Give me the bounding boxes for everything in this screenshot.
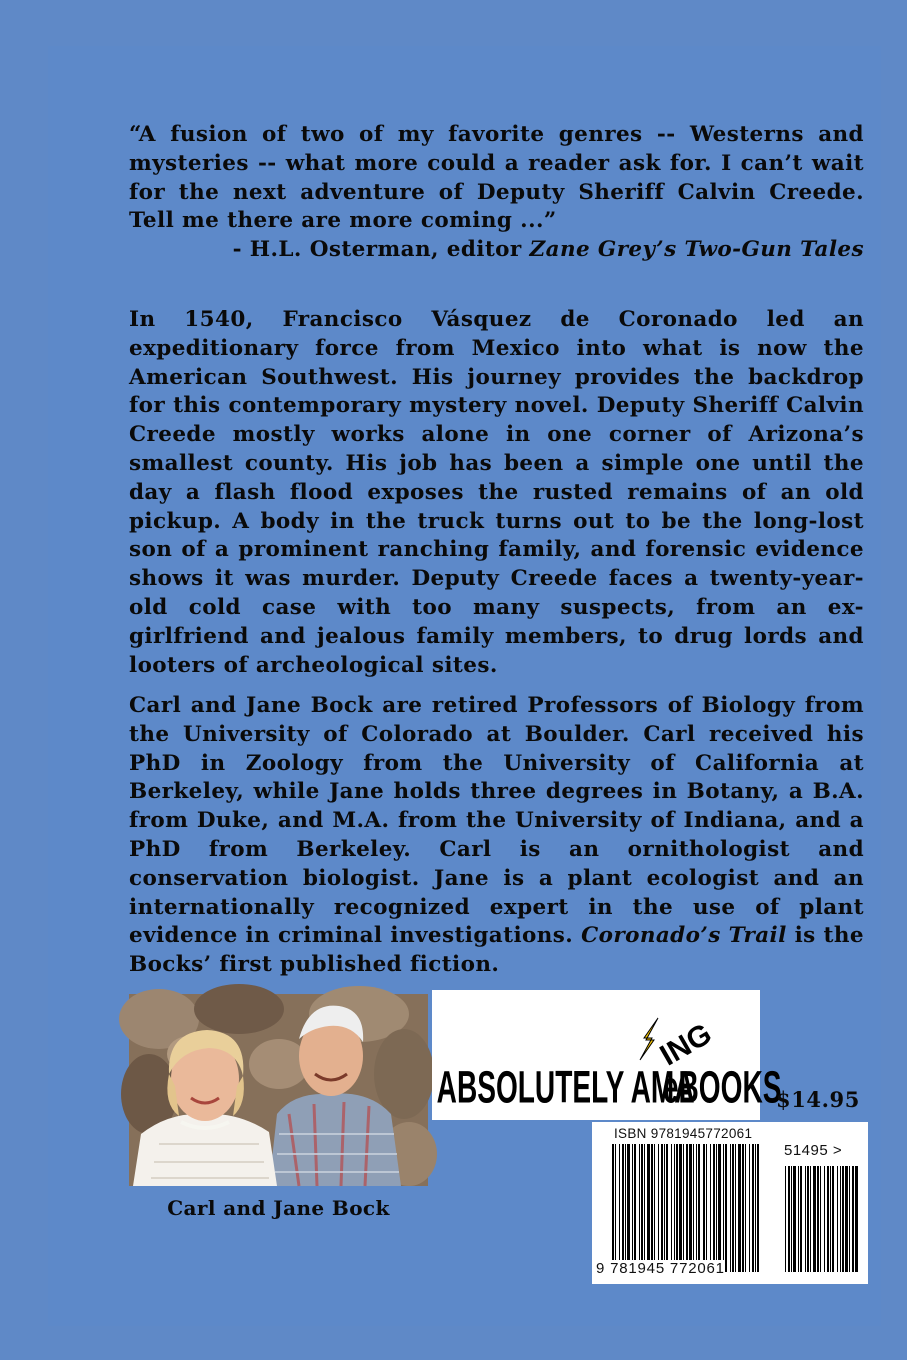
barcode-addon-bar bbox=[827, 1166, 829, 1272]
barcode-digits: 9 781945 772061 bbox=[596, 1260, 725, 1277]
barcode-bar bbox=[683, 1144, 684, 1272]
barcode-bar bbox=[732, 1144, 734, 1272]
barcode-bar bbox=[641, 1144, 643, 1272]
barcode-bar bbox=[654, 1144, 655, 1272]
barcode-addon-bar bbox=[837, 1166, 838, 1272]
barcode-addon-bar bbox=[849, 1166, 850, 1272]
book-description: In 1540, Francisco Vásquez de Coronado led an expeditionary force from Mexico into what is now the American Southwest. His journey provides the backdrop for this contemporary mystery novel. Deputy Sheriff Calvin Creede mostly works alone in one corner of Arizona’s smallest county. His job has been a simple one until the day a flash flood exposes the rusted remains of an old pickup. A body in the truck turns out to be the long-lost son of a prominent ranching family, and forensic evidence shows it was murder. Deputy Creede faces a twenty-year-old cold case with too many suspects, from an ex-girlfriend and jealous family members, to drug lords and looters of archeological sites. bbox=[129, 307, 864, 678]
barcode-bar bbox=[706, 1144, 707, 1272]
barcode-bar bbox=[718, 1144, 721, 1272]
barcode-bar bbox=[696, 1144, 697, 1272]
barcode bbox=[592, 1122, 868, 1284]
barcode-bar bbox=[686, 1144, 688, 1272]
barcode-bar bbox=[716, 1144, 717, 1272]
logo-text-arc: ING bbox=[654, 1017, 718, 1073]
barcode-bar bbox=[661, 1144, 663, 1272]
barcode-bar bbox=[651, 1144, 653, 1272]
barcode-bar bbox=[693, 1144, 694, 1272]
barcode-bar bbox=[625, 1144, 626, 1272]
barcode-bar bbox=[725, 1144, 727, 1272]
barcode-addon-bar bbox=[830, 1166, 831, 1272]
price: $14.95 bbox=[776, 1087, 860, 1112]
bio-text-after: is the Bocks’ first published fiction. bbox=[129, 923, 864, 978]
barcode-addon-bar bbox=[810, 1166, 811, 1272]
barcode-bar bbox=[622, 1144, 624, 1272]
photo-caption: Carl and Jane Bock bbox=[167, 1196, 390, 1220]
barcode-addon-bar bbox=[817, 1166, 819, 1272]
review-quote bbox=[129, 121, 864, 265]
barcode-bar bbox=[676, 1144, 678, 1272]
barcode-addon-bar bbox=[855, 1166, 858, 1272]
barcode-bar bbox=[619, 1144, 620, 1272]
barcode-bar bbox=[713, 1144, 715, 1272]
logo-text-right: eBOOKS bbox=[662, 1061, 782, 1113]
barcode-bar bbox=[757, 1144, 759, 1272]
barcode-addon-bar bbox=[793, 1166, 796, 1272]
quote-attribution bbox=[129, 236, 864, 265]
barcode-bar bbox=[615, 1144, 616, 1272]
barcode-bar bbox=[742, 1144, 744, 1272]
barcode-addon-bar bbox=[805, 1166, 806, 1272]
barcode-bar bbox=[755, 1144, 756, 1272]
bio-text-before: Carl and Jane Bock are retired Professors of Biology from the University of Colorado at Boulder. Carl received his PhD in Zoology from the University of California at Berkeley, while Jane holds three degrees in Botany, a B.A. from Duke, and M.A. from the University of Indiana, and a PhD from Berkeley. Carl is an ornithologist and conservation biologist. Jane is a plant ecologist and an internationally recognized expert in the use of plant evidence in criminal investigations. bbox=[129, 693, 864, 949]
publisher-logo bbox=[432, 990, 782, 1120]
attribution-publication: Zane Grey’s Two-Gun Tales bbox=[529, 237, 864, 263]
barcode-bar bbox=[752, 1144, 754, 1272]
barcode-addon-bar bbox=[842, 1166, 844, 1272]
lightning-bolt-icon bbox=[640, 1018, 658, 1060]
barcode-bar bbox=[639, 1144, 640, 1272]
barcode-addon: 51495 > bbox=[784, 1142, 843, 1159]
barcode-addon-bar bbox=[845, 1166, 848, 1272]
bio-book-title: Coronado’s Trail bbox=[581, 923, 787, 949]
barcode-bar bbox=[689, 1144, 692, 1272]
barcode-bar bbox=[703, 1144, 705, 1272]
barcode-addon-bar bbox=[800, 1166, 802, 1272]
barcode-addon-bar bbox=[813, 1166, 816, 1272]
barcode-bar bbox=[674, 1144, 675, 1272]
barcode-bar bbox=[647, 1144, 650, 1272]
barcode-bar bbox=[698, 1144, 700, 1272]
barcode-bar bbox=[658, 1144, 659, 1272]
attribution-prefix: - H.L. Osterman, editor bbox=[232, 237, 530, 263]
barcode-addon-bar bbox=[788, 1166, 790, 1272]
barcode-addon-bar bbox=[785, 1166, 786, 1272]
barcode-addon-bar bbox=[798, 1166, 799, 1272]
barcode-bar bbox=[627, 1144, 630, 1272]
author-photo bbox=[129, 994, 428, 1186]
barcode-addon-bar bbox=[832, 1166, 834, 1272]
barcode-bar bbox=[644, 1144, 645, 1272]
logo-text-left: ABSOLUTELY AMA bbox=[436, 1061, 695, 1113]
barcode-bar bbox=[749, 1144, 750, 1272]
barcode-bar bbox=[634, 1144, 636, 1272]
barcode-bar bbox=[735, 1144, 736, 1272]
barcode-bar bbox=[664, 1144, 665, 1272]
barcode-bar bbox=[612, 1144, 614, 1272]
barcode-bar bbox=[723, 1144, 724, 1272]
quote-text: “A fusion of two of my favorite genres -- Westerns and mysteries -- what more could a reader ask for. I can’t wait for the next adventure of Deputy Sheriff Calvin Creede. Tell me there are more coming ...” bbox=[129, 122, 864, 234]
barcode-bar bbox=[671, 1144, 672, 1272]
barcode-addon-bar bbox=[791, 1166, 792, 1272]
barcode-addon-bar bbox=[820, 1166, 821, 1272]
barcode-addon-bar bbox=[852, 1166, 854, 1272]
barcode-bar bbox=[666, 1144, 668, 1272]
barcode-bar bbox=[745, 1144, 746, 1272]
barcode-bar bbox=[738, 1144, 741, 1272]
barcode-bar bbox=[632, 1144, 633, 1272]
barcode-bar bbox=[710, 1144, 711, 1272]
barcode-addon-bar bbox=[840, 1166, 841, 1272]
barcode-bar bbox=[679, 1144, 682, 1272]
barcode-addon-bar bbox=[807, 1166, 809, 1272]
barcode-bar bbox=[730, 1144, 731, 1272]
isbn-label: ISBN 9781945772061 bbox=[614, 1126, 753, 1141]
author-bio bbox=[129, 692, 864, 980]
barcode-addon-bar bbox=[824, 1166, 825, 1272]
